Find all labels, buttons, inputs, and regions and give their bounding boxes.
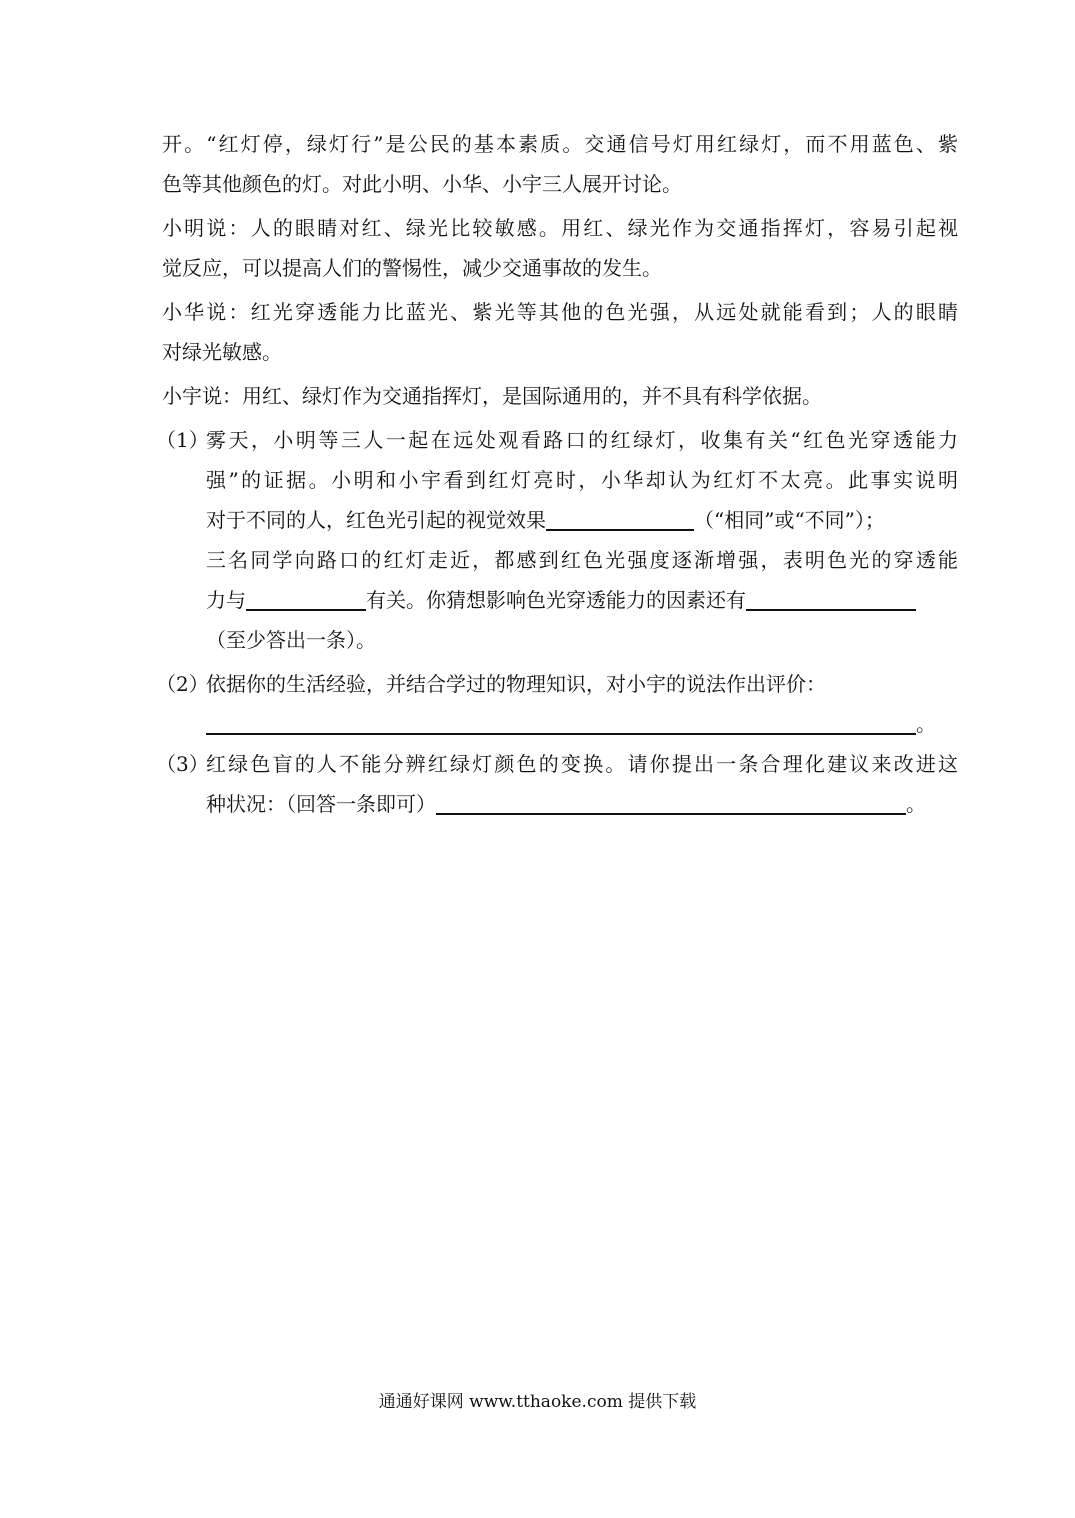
q2-line-1: 依据你的生活经验，并结合学过的物理知识，对小宇的说法作出评价： <box>206 672 826 696</box>
q1-line-3: 对于不同的人，红色光引起的视觉效果 （“相同”或“不同”）； <box>206 500 958 540</box>
page-footer: 通通好课网 www.tthaoke.com 提供下载 <box>378 1392 697 1412</box>
q1-line-6: （至少答出一条）。 <box>206 628 376 652</box>
document-body <box>156 124 958 824</box>
intro-line-2: 色等其他颜色的灯。对此小明、小华、小宇三人展开讨论。 <box>162 172 682 196</box>
question-1 <box>156 420 958 660</box>
question-number: （2） <box>156 672 209 696</box>
q3-line-1: 红绿色盲的人不能分辨红绿灯颜色的变换。请你提出一条合理化建议来改进这 <box>206 752 958 776</box>
intro-line-1: 开。“红灯停，绿灯行”是公民的基本素质。交通信号灯用红绿灯，而不用蓝色、紫 <box>162 132 958 156</box>
xiaoming-line-1: 小明说：人的眼睛对红、绿光比较敏感。用红、绿光作为交通指挥灯，容易引起视 <box>162 216 958 240</box>
xiaohua-line-1: 小华说：红光穿透能力比蓝光、紫光等其他的色光强，从远处就能看到；人的眼睛 <box>162 300 958 324</box>
question-2 <box>156 664 958 744</box>
q1-line-5: 力与 有关。你猜想影响色光穿透能力的因素还有 <box>206 580 958 620</box>
xiaoming-line-2: 觉反应，可以提高人们的警惕性，减少交通事故的发生。 <box>162 256 662 280</box>
q1-line-2: 强”的证据。小明和小宇看到红灯亮时，小华却认为红灯不太亮。此事实说明 <box>206 468 958 492</box>
question-3 <box>156 744 958 824</box>
answer-blank[interactable] <box>436 789 906 815</box>
answer-blank[interactable] <box>206 709 916 735</box>
q1-line-1: 雾天，小明等三人一起在远处观看路口的红绿灯，收集有关“红色光穿透能力 <box>206 428 958 452</box>
xiaohua-line-2: 对绿光敏感。 <box>162 340 282 364</box>
q3-line-2: 种状况：（回答一条即可） 。 <box>206 784 958 824</box>
answer-blank[interactable] <box>746 585 916 611</box>
q2-line-2: 。 <box>206 704 958 744</box>
q1-line-4: 三名同学向路口的红灯走近，都感到红色光强度逐渐增强，表明色光的穿透能 <box>206 548 958 572</box>
question-number: （1） <box>156 428 209 452</box>
answer-blank[interactable] <box>546 505 694 531</box>
answer-blank[interactable] <box>246 585 366 611</box>
xiaoyu-line-1: 小宇说：用红、绿灯作为交通指挥灯，是国际通用的，并不具有科学依据。 <box>162 384 822 408</box>
question-number: （3） <box>156 752 209 776</box>
